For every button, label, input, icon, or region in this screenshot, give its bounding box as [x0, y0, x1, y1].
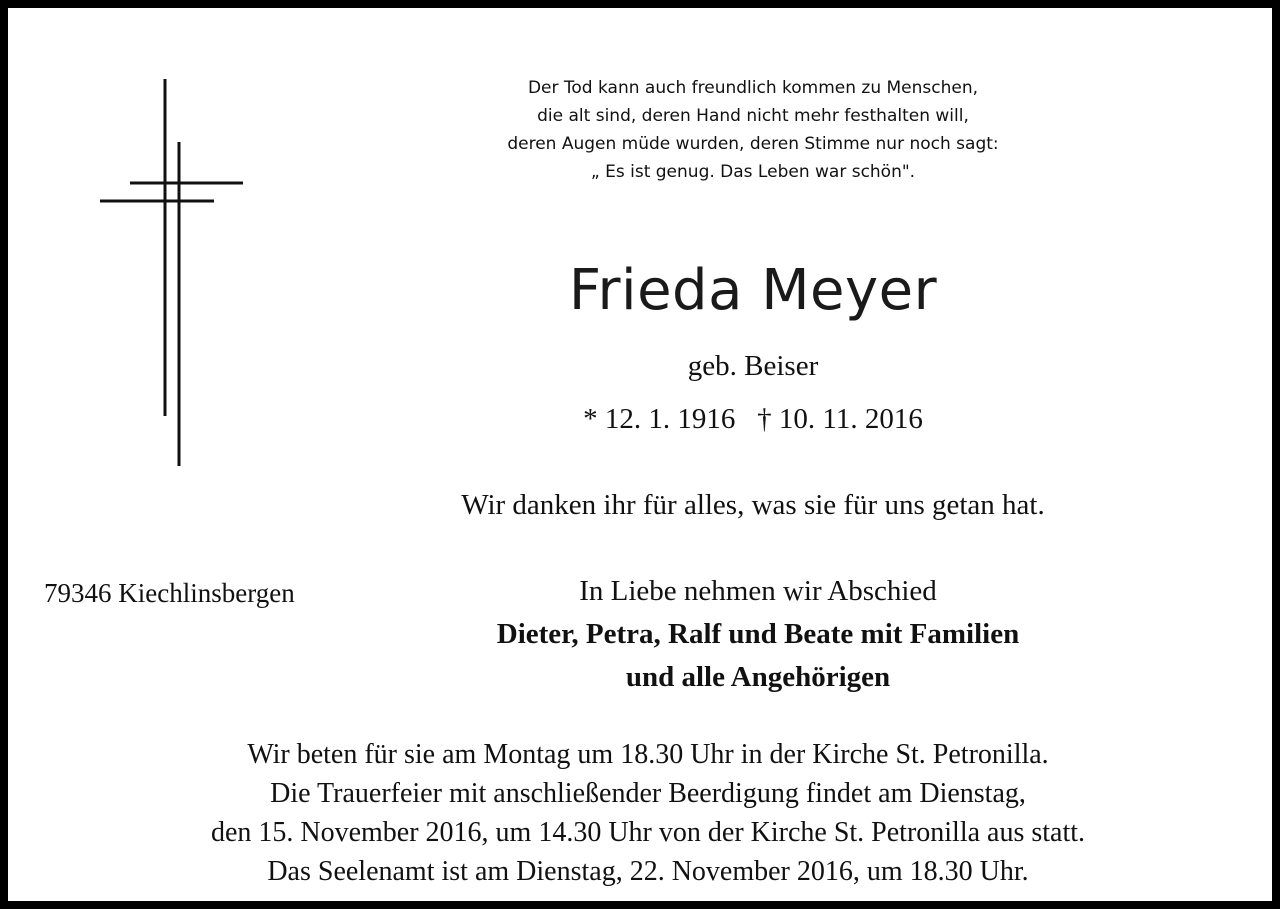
- farewell-intro: In Liebe nehmen wir Abschied: [579, 575, 937, 607]
- service-line: Wir beten für sie am Montag um 18.30 Uhr in der Kirche St. Petronilla.: [247, 739, 1049, 770]
- poem-line: „ Es ist genug. Das Leben war schön".: [590, 162, 916, 182]
- service-line: Das Seelenamt ist am Dienstag, 22. November 2016, um 18.30 Uhr.: [267, 856, 1029, 887]
- family-relatives: und alle Angehörigen: [625, 661, 891, 693]
- thanks-text: Wir danken ihr für alles, was sie für uns getan hat.: [461, 489, 1045, 521]
- life-dates: * 12. 1. 1916 † 10. 11. 2016: [583, 403, 923, 435]
- service-line: Die Trauerfeier mit anschließender Beerdigung findet am Dienstag,: [270, 778, 1026, 809]
- poem: [388, 74, 1118, 186]
- poem-line: deren Augen müde wurden, deren Stimme nur noch sagt:: [507, 134, 999, 154]
- service-line: den 15. November 2016, um 14.30 Uhr von der Kirche St. Petronilla aus statt.: [210, 817, 1086, 848]
- poem-line: die alt sind, deren Hand nicht mehr festhalten will,: [537, 106, 969, 126]
- farewell-block: [388, 570, 1128, 699]
- poem-line: Der Tod kann auch freundlich kommen zu Menschen,: [527, 78, 979, 98]
- family-names: Dieter, Petra, Ralf und Beate mit Familien: [496, 618, 1020, 650]
- deceased-name: Frieda Meyer: [568, 258, 938, 323]
- location: 79346 Kiechlinsbergen: [44, 578, 295, 608]
- maiden-name: geb. Beiser: [687, 350, 819, 382]
- service-details: [28, 735, 1268, 891]
- cross-icon: [98, 76, 248, 471]
